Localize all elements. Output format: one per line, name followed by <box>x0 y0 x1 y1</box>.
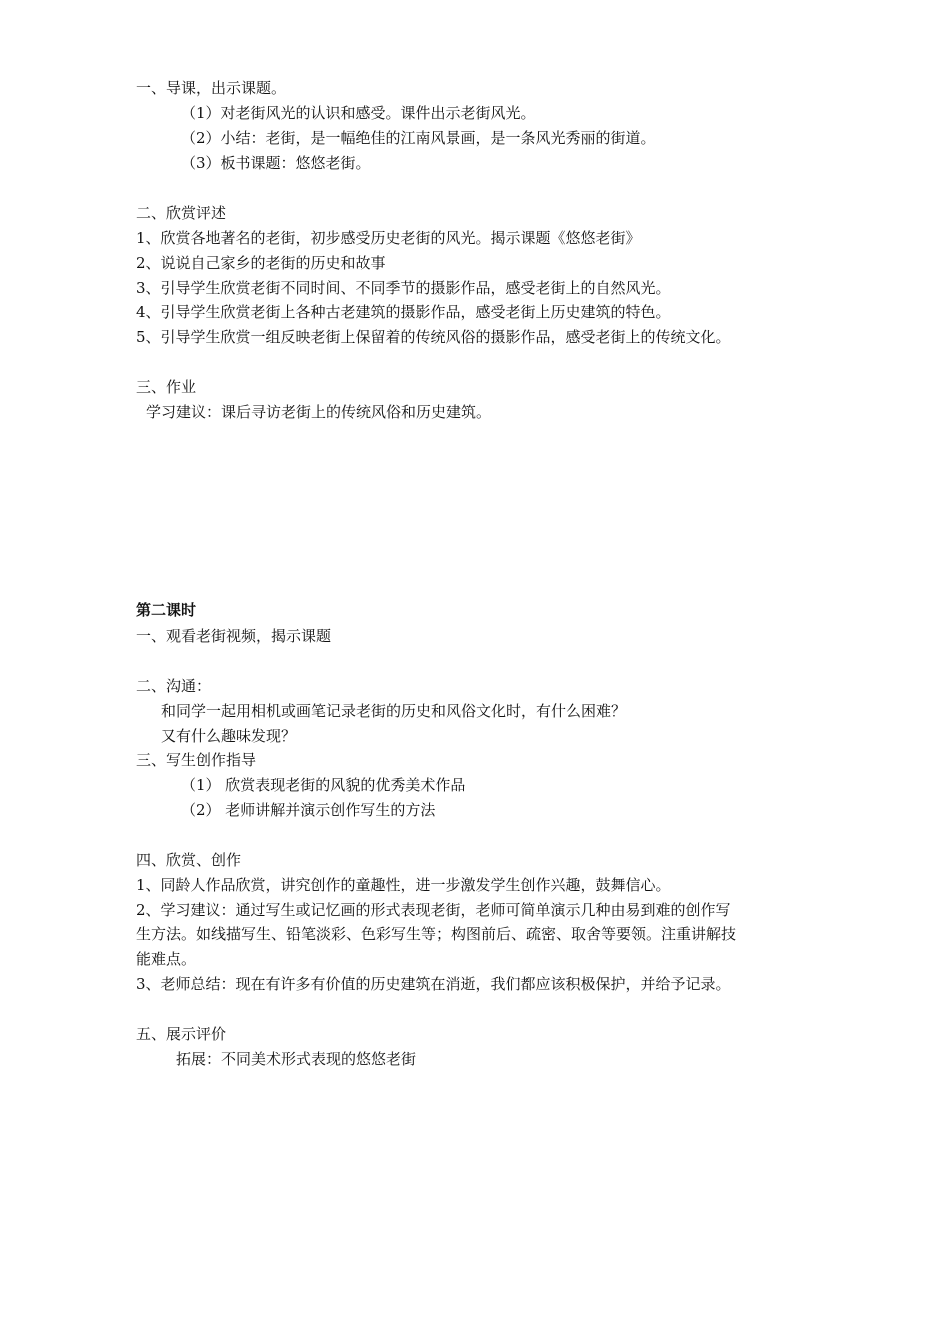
appreciation-item-3: 3、引导学生欣赏老街不同时间、不同季节的摄影作品，感受老街上的自然风光。 <box>136 279 671 297</box>
section-heading-video: 一、观看老街视频，揭示课题 <box>136 627 332 645</box>
guidance-item-2: （2） 老师讲解并演示创作写生的方法 <box>181 801 436 819</box>
intro-item-3: （3）板书课题：悠悠老街。 <box>181 154 371 172</box>
section-heading-homework: 三、作业 <box>136 378 197 396</box>
appreciation-item-1: 1、欣赏各地著名的老街，初步感受历史老街的风光。揭示课题《悠悠老街》 <box>136 229 641 247</box>
guidance-item-1: （1） 欣赏表现老街的风貌的优秀美术作品 <box>181 776 466 794</box>
display-item-1: 拓展：不同美术形式表现的悠悠老街 <box>176 1050 417 1068</box>
section-heading-display: 五、展示评价 <box>136 1025 227 1043</box>
section-heading-appreciation: 二、欣赏评述 <box>136 204 227 222</box>
creation-item-2-line-3: 能难点。 <box>136 950 197 968</box>
intro-item-1: （1）对老街风光的认识和感受。课件出示老街风光。 <box>181 104 536 122</box>
intro-item-2: （2）小结：老街，是一幅绝佳的江南风景画，是一条风光秀丽的街道。 <box>181 129 656 147</box>
creation-item-2-line-1: 2、学习建议：通过写生或记忆画的形式表现老街，老师可简单演示几种由易到难的创作写 <box>136 901 731 919</box>
communication-line-2: 又有什么趣味发现？ <box>161 727 297 745</box>
appreciation-item-4: 4、引导学生欣赏老街上各种古老建筑的摄影作品，感受老街上历史建筑的特色。 <box>136 303 671 321</box>
appreciation-item-5: 5、引导学生欣赏一组反映老街上保留着的传统风俗的摄影作品，感受老街上的传统文化。 <box>136 328 731 346</box>
creation-item-2-line-2: 生方法。如线描写生、铅笔淡彩、色彩写生等；构图前后、疏密、取舍等要领。注重讲解技 <box>136 925 737 943</box>
section-heading-communication: 二、沟通： <box>136 677 212 695</box>
section-heading-guidance: 三、写生创作指导 <box>136 751 257 769</box>
creation-item-1: 1、同龄人作品欣赏，讲究创作的童趣性，进一步激发学生创作兴趣，鼓舞信心。 <box>136 876 671 894</box>
creation-item-3: 3、老师总结：现在有许多有价值的历史建筑在消逝，我们都应该积极保护，并给予记录。 <box>136 975 731 993</box>
communication-line-1: 和同学一起用相机或画笔记录老街的历史和风俗文化时，有什么困难？ <box>161 702 627 720</box>
section-heading-creation: 四、欣赏、创作 <box>136 851 242 869</box>
section-heading-intro: 一、导课，出示课题。 <box>136 79 287 97</box>
appreciation-item-2: 2、说说自己家乡的老街的历史和故事 <box>136 254 386 272</box>
homework-item-1: 学习建议：课后寻访老街上的传统风俗和历史建筑。 <box>146 403 492 421</box>
lesson-two-title: 第二课时 <box>136 601 197 619</box>
